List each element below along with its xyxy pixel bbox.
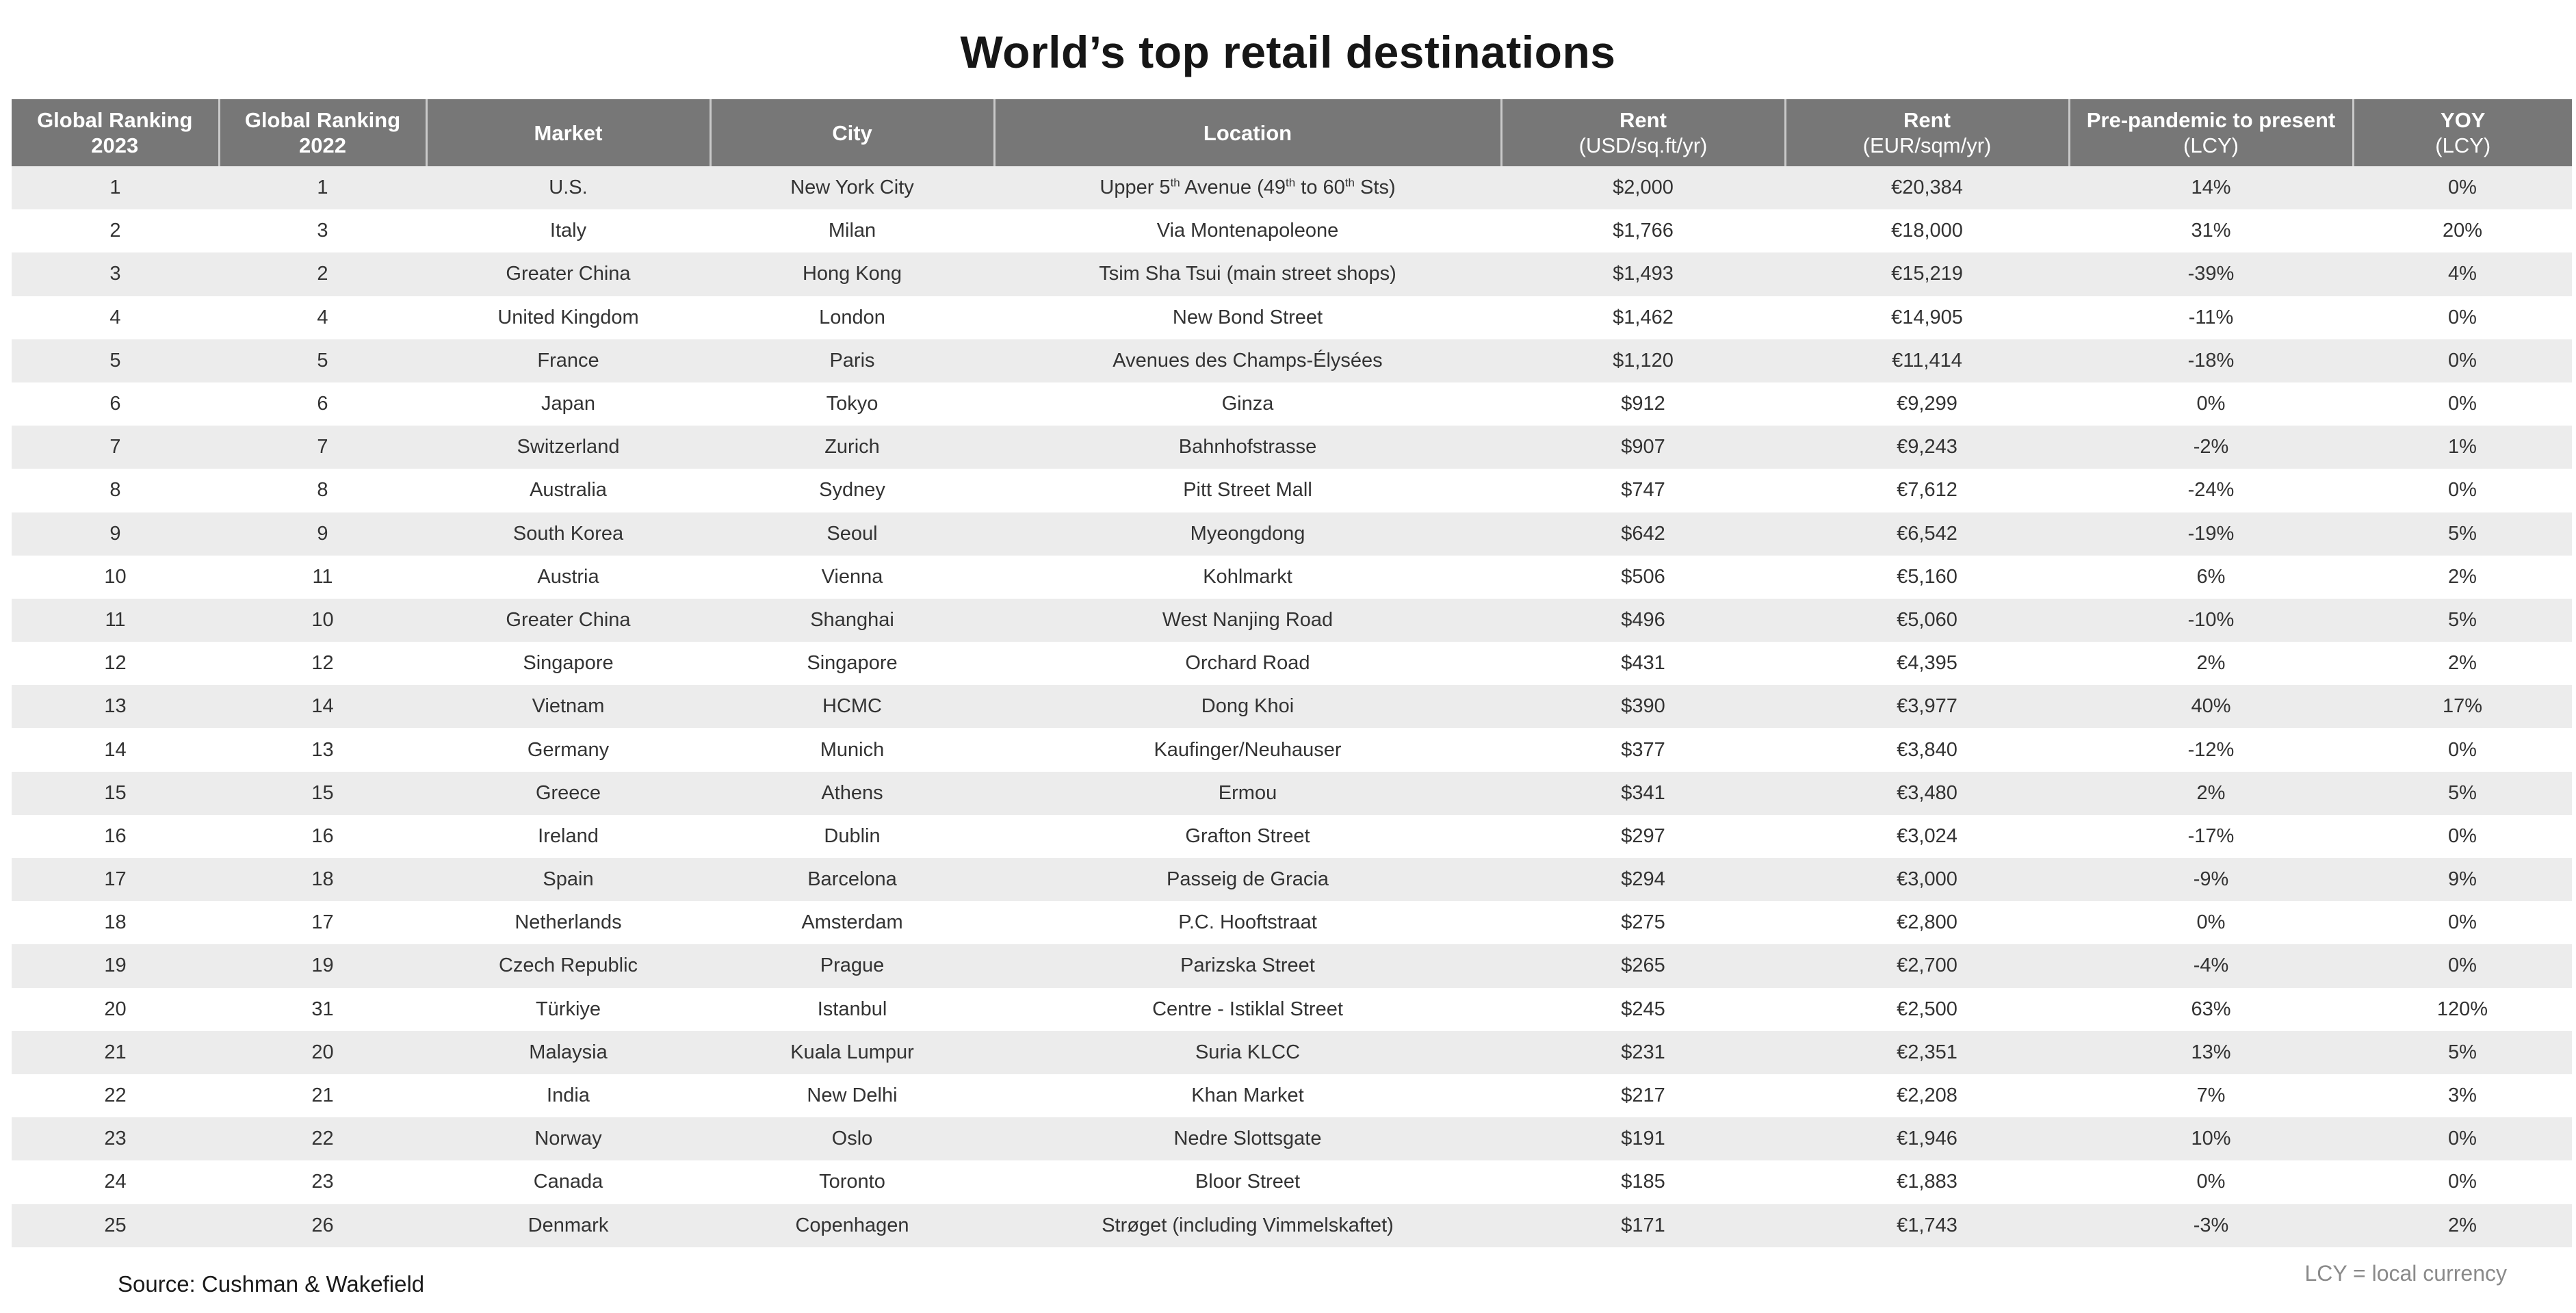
cell-city: Kuala Lumpur bbox=[710, 1031, 994, 1074]
cell-pre-pandemic: 2% bbox=[2069, 642, 2353, 685]
table-body bbox=[12, 166, 2572, 1247]
cell-rank-2022: 17 bbox=[219, 901, 426, 944]
cell-rent-eur: €18,000 bbox=[1785, 209, 2069, 252]
cell-market: Greater China bbox=[426, 252, 710, 296]
cell-pre-pandemic: -9% bbox=[2069, 858, 2353, 901]
cell-city: Zurich bbox=[710, 426, 994, 469]
cell-location: Centre - Istiklal Street bbox=[994, 988, 1501, 1031]
cell-rank-2022: 31 bbox=[219, 988, 426, 1031]
cell-rent-usd: $1,493 bbox=[1501, 252, 1785, 296]
table-row bbox=[12, 1031, 2572, 1074]
cell-yoy: 0% bbox=[2353, 815, 2572, 858]
cell-rent-usd: $1,120 bbox=[1501, 339, 1785, 382]
column-header-label: Rent bbox=[1903, 108, 1951, 132]
column-header-rent-usd bbox=[1501, 99, 1785, 166]
cell-pre-pandemic: -12% bbox=[2069, 728, 2353, 771]
table-row bbox=[12, 772, 2572, 815]
cell-city: Copenhagen bbox=[710, 1204, 994, 1247]
cell-yoy: 0% bbox=[2353, 382, 2572, 426]
cell-location: West Nanjing Road bbox=[994, 599, 1501, 642]
table-row bbox=[12, 556, 2572, 599]
cell-location: Suria KLCC bbox=[994, 1031, 1501, 1074]
cell-rent-eur: €1,883 bbox=[1785, 1160, 2069, 1204]
cell-location: Passeig de Gracia bbox=[994, 858, 1501, 901]
cell-yoy: 1% bbox=[2353, 426, 2572, 469]
cell-pre-pandemic: -3% bbox=[2069, 1204, 2353, 1247]
cell-city: Singapore bbox=[710, 642, 994, 685]
column-header-label: City bbox=[832, 120, 872, 145]
cell-pre-pandemic: -39% bbox=[2069, 252, 2353, 296]
cell-pre-pandemic: 14% bbox=[2069, 166, 2353, 209]
table-row bbox=[12, 166, 2572, 209]
cell-yoy: 17% bbox=[2353, 685, 2572, 728]
cell-location: Nedre Slottsgate bbox=[994, 1117, 1501, 1160]
cell-rank-2022: 19 bbox=[219, 944, 426, 987]
cell-yoy: 3% bbox=[2353, 1074, 2572, 1117]
column-header-rent-eur bbox=[1785, 99, 2069, 166]
cell-city: HCMC bbox=[710, 685, 994, 728]
cell-yoy: 2% bbox=[2353, 642, 2572, 685]
cell-rent-usd: $747 bbox=[1501, 469, 1785, 512]
cell-rank-2023: 22 bbox=[12, 1074, 219, 1117]
cell-rank-2022: 11 bbox=[219, 556, 426, 599]
cell-rank-2022: 20 bbox=[219, 1031, 426, 1074]
table-row bbox=[12, 685, 2572, 728]
cell-rank-2022: 3 bbox=[219, 209, 426, 252]
table-row bbox=[12, 1117, 2572, 1160]
cell-rent-usd: $377 bbox=[1501, 728, 1785, 771]
cell-rank-2023: 16 bbox=[12, 815, 219, 858]
cell-market: Australia bbox=[426, 469, 710, 512]
cell-rank-2023: 9 bbox=[12, 512, 219, 556]
cell-location: Khan Market bbox=[994, 1074, 1501, 1117]
cell-rank-2023: 11 bbox=[12, 599, 219, 642]
cell-city: Milan bbox=[710, 209, 994, 252]
cell-city: Seoul bbox=[710, 512, 994, 556]
cell-location: Ermou bbox=[994, 772, 1501, 815]
cell-market: South Korea bbox=[426, 512, 710, 556]
cell-rank-2022: 14 bbox=[219, 685, 426, 728]
cell-rent-eur: €5,160 bbox=[1785, 556, 2069, 599]
column-header-label: Location bbox=[1203, 120, 1292, 145]
cell-rank-2022: 8 bbox=[219, 469, 426, 512]
cell-city: London bbox=[710, 296, 994, 339]
cell-rank-2023: 24 bbox=[12, 1160, 219, 1204]
cell-market: Japan bbox=[426, 382, 710, 426]
cell-market: Italy bbox=[426, 209, 710, 252]
cell-yoy: 20% bbox=[2353, 209, 2572, 252]
cell-rank-2023: 4 bbox=[12, 296, 219, 339]
cell-pre-pandemic: 0% bbox=[2069, 382, 2353, 426]
cell-city: Dublin bbox=[710, 815, 994, 858]
cell-city: New Delhi bbox=[710, 1074, 994, 1117]
cell-market: United Kingdom bbox=[426, 296, 710, 339]
cell-rent-eur: €2,208 bbox=[1785, 1074, 2069, 1117]
column-header-label: Global Ranking 2022 bbox=[244, 108, 401, 157]
cell-rank-2023: 6 bbox=[12, 382, 219, 426]
cell-rank-2023: 5 bbox=[12, 339, 219, 382]
cell-location: Bahnhofstrasse bbox=[994, 426, 1501, 469]
cell-rent-usd: $390 bbox=[1501, 685, 1785, 728]
column-header-rank-2022 bbox=[219, 99, 426, 166]
cell-rank-2022: 12 bbox=[219, 642, 426, 685]
cell-location: P.C. Hooftstraat bbox=[994, 901, 1501, 944]
cell-city: Athens bbox=[710, 772, 994, 815]
cell-rent-usd: $275 bbox=[1501, 901, 1785, 944]
cell-pre-pandemic: 13% bbox=[2069, 1031, 2353, 1074]
cell-city: Tokyo bbox=[710, 382, 994, 426]
cell-rank-2022: 2 bbox=[219, 252, 426, 296]
cell-rent-usd: $185 bbox=[1501, 1160, 1785, 1204]
cell-rank-2022: 10 bbox=[219, 599, 426, 642]
cell-rank-2023: 12 bbox=[12, 642, 219, 685]
cell-yoy: 0% bbox=[2353, 296, 2572, 339]
cell-market: Netherlands bbox=[426, 901, 710, 944]
cell-location: Avenues des Champs-Élysées bbox=[994, 339, 1501, 382]
cell-yoy: 0% bbox=[2353, 944, 2572, 987]
cell-rent-usd: $231 bbox=[1501, 1031, 1785, 1074]
column-header-label: Pre-pandemic to present bbox=[2086, 108, 2336, 132]
cell-rent-eur: €14,905 bbox=[1785, 296, 2069, 339]
cell-yoy: 0% bbox=[2353, 1117, 2572, 1160]
table-row bbox=[12, 1160, 2572, 1204]
table-row bbox=[12, 944, 2572, 987]
column-header-pre-pandemic bbox=[2069, 99, 2353, 166]
table-row bbox=[12, 988, 2572, 1031]
cell-market: Norway bbox=[426, 1117, 710, 1160]
cell-market: Canada bbox=[426, 1160, 710, 1204]
cell-yoy: 0% bbox=[2353, 339, 2572, 382]
cell-market: Denmark bbox=[426, 1204, 710, 1247]
cell-rent-usd: $341 bbox=[1501, 772, 1785, 815]
cell-pre-pandemic: 31% bbox=[2069, 209, 2353, 252]
cell-rank-2023: 8 bbox=[12, 469, 219, 512]
cell-rank-2022: 6 bbox=[219, 382, 426, 426]
cell-yoy: 0% bbox=[2353, 1160, 2572, 1204]
cell-rank-2022: 4 bbox=[219, 296, 426, 339]
cell-rent-usd: $1,766 bbox=[1501, 209, 1785, 252]
cell-pre-pandemic: -17% bbox=[2069, 815, 2353, 858]
cell-rent-eur: €9,299 bbox=[1785, 382, 2069, 426]
cell-rent-eur: €2,351 bbox=[1785, 1031, 2069, 1074]
currency-note: LCY = local currency bbox=[2304, 1261, 2507, 1286]
cell-rent-usd: $191 bbox=[1501, 1117, 1785, 1160]
cell-rank-2022: 13 bbox=[219, 728, 426, 771]
cell-market: Greece bbox=[426, 772, 710, 815]
cell-location: Myeongdong bbox=[994, 512, 1501, 556]
cell-rent-eur: €2,800 bbox=[1785, 901, 2069, 944]
cell-rent-usd: $642 bbox=[1501, 512, 1785, 556]
cell-rent-usd: $907 bbox=[1501, 426, 1785, 469]
cell-rent-eur: €15,219 bbox=[1785, 252, 2069, 296]
cell-market: Switzerland bbox=[426, 426, 710, 469]
cell-rank-2022: 7 bbox=[219, 426, 426, 469]
cell-market: Czech Republic bbox=[426, 944, 710, 987]
cell-yoy: 120% bbox=[2353, 988, 2572, 1031]
table-header-row bbox=[12, 99, 2572, 166]
cell-rent-usd: $496 bbox=[1501, 599, 1785, 642]
cell-rent-eur: €1,743 bbox=[1785, 1204, 2069, 1247]
cell-rent-usd: $294 bbox=[1501, 858, 1785, 901]
cell-location: Kaufinger/Neuhauser bbox=[994, 728, 1501, 771]
cell-pre-pandemic: -2% bbox=[2069, 426, 2353, 469]
column-header-yoy bbox=[2353, 99, 2572, 166]
table-row bbox=[12, 426, 2572, 469]
cell-market: Singapore bbox=[426, 642, 710, 685]
cell-rent-usd: $297 bbox=[1501, 815, 1785, 858]
cell-location: Dong Khoi bbox=[994, 685, 1501, 728]
cell-rent-usd: $506 bbox=[1501, 556, 1785, 599]
cell-rent-eur: €4,395 bbox=[1785, 642, 2069, 685]
cell-location: Strøget (including Vimmelskaftet) bbox=[994, 1204, 1501, 1247]
cell-yoy: 0% bbox=[2353, 166, 2572, 209]
cell-rent-eur: €9,243 bbox=[1785, 426, 2069, 469]
cell-pre-pandemic: 10% bbox=[2069, 1117, 2353, 1160]
cell-pre-pandemic: -18% bbox=[2069, 339, 2353, 382]
cell-city: Oslo bbox=[710, 1117, 994, 1160]
table-row bbox=[12, 599, 2572, 642]
cell-city: Vienna bbox=[710, 556, 994, 599]
cell-location: Orchard Road bbox=[994, 642, 1501, 685]
column-header-unit: (EUR/sqm/yr) bbox=[1862, 133, 1992, 157]
cell-rank-2023: 14 bbox=[12, 728, 219, 771]
cell-pre-pandemic: -24% bbox=[2069, 469, 2353, 512]
cell-pre-pandemic: 40% bbox=[2069, 685, 2353, 728]
cell-pre-pandemic: 0% bbox=[2069, 1160, 2353, 1204]
cell-rent-usd: $171 bbox=[1501, 1204, 1785, 1247]
cell-market: Spain bbox=[426, 858, 710, 901]
cell-city: New York City bbox=[710, 166, 994, 209]
cell-market: France bbox=[426, 339, 710, 382]
cell-rank-2023: 13 bbox=[12, 685, 219, 728]
cell-rank-2023: 21 bbox=[12, 1031, 219, 1074]
cell-rank-2023: 7 bbox=[12, 426, 219, 469]
table-row bbox=[12, 1204, 2572, 1247]
cell-pre-pandemic: 7% bbox=[2069, 1074, 2353, 1117]
cell-location: Grafton Street bbox=[994, 815, 1501, 858]
cell-pre-pandemic: -4% bbox=[2069, 944, 2353, 987]
cell-rank-2022: 9 bbox=[219, 512, 426, 556]
cell-rent-eur: €3,977 bbox=[1785, 685, 2069, 728]
cell-location: Kohlmarkt bbox=[994, 556, 1501, 599]
table-row bbox=[12, 469, 2572, 512]
cell-city: Hong Kong bbox=[710, 252, 994, 296]
cell-location: Parizska Street bbox=[994, 944, 1501, 987]
cell-city: Prague bbox=[710, 944, 994, 987]
cell-rank-2022: 26 bbox=[219, 1204, 426, 1247]
column-header-city bbox=[710, 99, 994, 166]
table-row bbox=[12, 901, 2572, 944]
cell-pre-pandemic: -19% bbox=[2069, 512, 2353, 556]
cell-rent-eur: €3,000 bbox=[1785, 858, 2069, 901]
cell-rank-2023: 17 bbox=[12, 858, 219, 901]
cell-rent-eur: €3,480 bbox=[1785, 772, 2069, 815]
cell-rent-eur: €7,612 bbox=[1785, 469, 2069, 512]
cell-pre-pandemic: -10% bbox=[2069, 599, 2353, 642]
cell-market: Austria bbox=[426, 556, 710, 599]
table-row bbox=[12, 382, 2572, 426]
column-header-unit: (USD/sq.ft/yr) bbox=[1578, 133, 1708, 157]
cell-rank-2023: 18 bbox=[12, 901, 219, 944]
cell-rank-2022: 18 bbox=[219, 858, 426, 901]
cell-rank-2023: 2 bbox=[12, 209, 219, 252]
cell-city: Toronto bbox=[710, 1160, 994, 1204]
cell-yoy: 0% bbox=[2353, 469, 2572, 512]
cell-city: Shanghai bbox=[710, 599, 994, 642]
source-note: Source: Cushman & Wakefield bbox=[118, 1271, 425, 1297]
cell-location: Ginza bbox=[994, 382, 1501, 426]
table-row bbox=[12, 209, 2572, 252]
cell-rent-eur: €6,542 bbox=[1785, 512, 2069, 556]
cell-city: Istanbul bbox=[710, 988, 994, 1031]
cell-rent-usd: $245 bbox=[1501, 988, 1785, 1031]
cell-rent-eur: €2,500 bbox=[1785, 988, 2069, 1031]
cell-yoy: 0% bbox=[2353, 901, 2572, 944]
column-header-market bbox=[426, 99, 710, 166]
table-row bbox=[12, 1074, 2572, 1117]
cell-location: New Bond Street bbox=[994, 296, 1501, 339]
cell-yoy: 0% bbox=[2353, 728, 2572, 771]
cell-pre-pandemic: 6% bbox=[2069, 556, 2353, 599]
cell-city: Sydney bbox=[710, 469, 994, 512]
cell-rank-2023: 20 bbox=[12, 988, 219, 1031]
column-header-unit: (LCY) bbox=[2183, 133, 2239, 157]
table-row bbox=[12, 296, 2572, 339]
cell-market: Vietnam bbox=[426, 685, 710, 728]
cell-location: Upper 5th Avenue (49th to 60th Sts) bbox=[994, 166, 1501, 209]
cell-rank-2023: 3 bbox=[12, 252, 219, 296]
cell-yoy: 5% bbox=[2353, 512, 2572, 556]
cell-market: Ireland bbox=[426, 815, 710, 858]
cell-yoy: 5% bbox=[2353, 772, 2572, 815]
cell-rent-eur: €5,060 bbox=[1785, 599, 2069, 642]
cell-rent-eur: €1,946 bbox=[1785, 1117, 2069, 1160]
cell-market: Türkiye bbox=[426, 988, 710, 1031]
cell-rank-2023: 15 bbox=[12, 772, 219, 815]
cell-rank-2022: 22 bbox=[219, 1117, 426, 1160]
column-header-rank-2023 bbox=[12, 99, 219, 166]
table-row bbox=[12, 642, 2572, 685]
cell-rent-usd: $1,462 bbox=[1501, 296, 1785, 339]
cell-market: Greater China bbox=[426, 599, 710, 642]
cell-rent-eur: €11,414 bbox=[1785, 339, 2069, 382]
cell-rent-eur: €3,840 bbox=[1785, 728, 2069, 771]
cell-pre-pandemic: 0% bbox=[2069, 901, 2353, 944]
cell-rank-2023: 10 bbox=[12, 556, 219, 599]
cell-yoy: 5% bbox=[2353, 599, 2572, 642]
table-row bbox=[12, 339, 2572, 382]
cell-rent-usd: $217 bbox=[1501, 1074, 1785, 1117]
cell-yoy: 2% bbox=[2353, 1204, 2572, 1247]
cell-rank-2023: 1 bbox=[12, 166, 219, 209]
cell-rent-usd: $2,000 bbox=[1501, 166, 1785, 209]
cell-rent-usd: $431 bbox=[1501, 642, 1785, 685]
cell-rent-usd: $265 bbox=[1501, 944, 1785, 987]
cell-yoy: 9% bbox=[2353, 858, 2572, 901]
cell-rank-2022: 5 bbox=[219, 339, 426, 382]
cell-location: Pitt Street Mall bbox=[994, 469, 1501, 512]
cell-market: India bbox=[426, 1074, 710, 1117]
retail-destinations-table bbox=[12, 99, 2572, 1247]
cell-rank-2022: 16 bbox=[219, 815, 426, 858]
table-row bbox=[12, 252, 2572, 296]
cell-rank-2023: 25 bbox=[12, 1204, 219, 1247]
column-header-unit: (LCY) bbox=[2435, 133, 2491, 157]
cell-rent-usd: $912 bbox=[1501, 382, 1785, 426]
column-header-label: YOY bbox=[2441, 108, 2486, 132]
cell-rank-2022: 23 bbox=[219, 1160, 426, 1204]
cell-city: Munich bbox=[710, 728, 994, 771]
table-row bbox=[12, 858, 2572, 901]
cell-market: U.S. bbox=[426, 166, 710, 209]
cell-location: Via Montenapoleone bbox=[994, 209, 1501, 252]
table-row bbox=[12, 728, 2572, 771]
cell-pre-pandemic: -11% bbox=[2069, 296, 2353, 339]
cell-city: Amsterdam bbox=[710, 901, 994, 944]
cell-city: Barcelona bbox=[710, 858, 994, 901]
cell-rent-eur: €20,384 bbox=[1785, 166, 2069, 209]
cell-rent-eur: €2,700 bbox=[1785, 944, 2069, 987]
cell-rank-2022: 15 bbox=[219, 772, 426, 815]
cell-yoy: 4% bbox=[2353, 252, 2572, 296]
cell-rank-2022: 1 bbox=[219, 166, 426, 209]
cell-pre-pandemic: 2% bbox=[2069, 772, 2353, 815]
column-header-label: Rent bbox=[1619, 108, 1667, 132]
cell-market: Germany bbox=[426, 728, 710, 771]
cell-rank-2023: 23 bbox=[12, 1117, 219, 1160]
column-header-label: Global Ranking 2023 bbox=[37, 108, 193, 157]
cell-location: Tsim Sha Tsui (main street shops) bbox=[994, 252, 1501, 296]
cell-rank-2022: 21 bbox=[219, 1074, 426, 1117]
column-header-label: Market bbox=[534, 120, 603, 145]
cell-city: Paris bbox=[710, 339, 994, 382]
cell-yoy: 2% bbox=[2353, 556, 2572, 599]
cell-yoy: 5% bbox=[2353, 1031, 2572, 1074]
table-row bbox=[12, 512, 2572, 556]
cell-location: Bloor Street bbox=[994, 1160, 1501, 1204]
cell-pre-pandemic: 63% bbox=[2069, 988, 2353, 1031]
table-row bbox=[12, 815, 2572, 858]
column-header-location bbox=[994, 99, 1501, 166]
cell-rank-2023: 19 bbox=[12, 944, 219, 987]
cell-market: Malaysia bbox=[426, 1031, 710, 1074]
page-title: World’s top retail destinations bbox=[960, 27, 1616, 77]
cell-rent-eur: €3,024 bbox=[1785, 815, 2069, 858]
